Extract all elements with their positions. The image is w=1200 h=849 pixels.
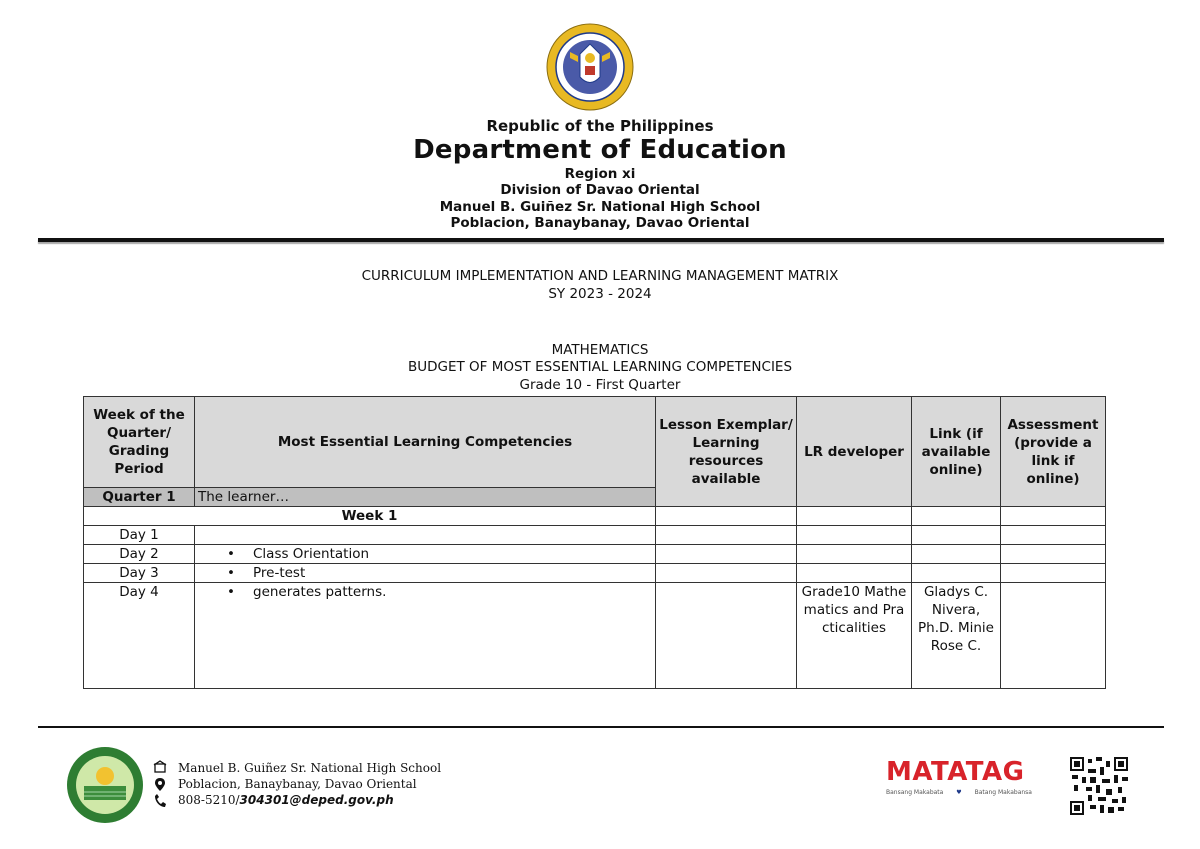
lr-developer-cell: Grade10 Mathematics and Practicalities bbox=[797, 583, 912, 689]
school-building-icon bbox=[154, 761, 166, 772]
budget-title: BUDGET OF MOST ESSENTIAL LEARNING COMPETENCIES bbox=[407, 359, 793, 375]
lesson-cell bbox=[656, 583, 797, 689]
footer-email: 304301@deped.gov.ph bbox=[239, 793, 394, 807]
day-cell: Day 4 bbox=[84, 583, 195, 689]
melc-matrix-table bbox=[83, 396, 1106, 689]
learner-label: The learner… bbox=[195, 488, 656, 507]
address-line: Poblacion, Banaybanay, Davao Oriental bbox=[450, 215, 750, 231]
grade-title: Grade 10 - First Quarter bbox=[519, 377, 681, 393]
header-link: Link (if available online) bbox=[912, 397, 1001, 507]
matatag-logo bbox=[886, 757, 1036, 796]
competency-cell bbox=[195, 526, 656, 545]
day-cell: Day 1 bbox=[84, 526, 195, 545]
table-row bbox=[84, 545, 1106, 564]
document-title: CURRICULUM IMPLEMENTATION AND LEARNING MANAGEMENT MATRIX bbox=[361, 268, 839, 284]
tagline-right: Batang Makabansa bbox=[974, 789, 1032, 796]
footer-contact bbox=[178, 760, 441, 808]
school-logo bbox=[66, 746, 144, 824]
header-week: Week of the Quarter/ Grading Period bbox=[84, 397, 195, 488]
day-cell: Day 2 bbox=[84, 545, 195, 564]
bullet-icon: • bbox=[227, 565, 235, 581]
footer-contact-line bbox=[178, 792, 441, 808]
matatag-tagline bbox=[886, 789, 1032, 796]
subject-title: MATHEMATICS bbox=[551, 342, 649, 358]
footer-icons bbox=[152, 760, 168, 808]
region-line: Region xi bbox=[564, 166, 636, 182]
competency-cell bbox=[195, 583, 656, 689]
deped-seal bbox=[545, 22, 635, 112]
competency-text: Pre-test bbox=[253, 565, 306, 581]
heart-icon: ♥ bbox=[956, 789, 962, 796]
link-cell: Gladys C. Nivera, Ph.D. Minie Rose C. bbox=[912, 583, 1001, 689]
header-divider bbox=[38, 238, 1164, 242]
footer-phone: 808-5210/ bbox=[178, 793, 240, 807]
footer-divider bbox=[38, 726, 1164, 728]
table-row bbox=[84, 526, 1106, 545]
quarter-label: Quarter 1 bbox=[84, 488, 195, 507]
school-line: Manuel B. Guiñez Sr. National High School bbox=[439, 199, 761, 215]
department-heading: Department of Education bbox=[413, 135, 787, 165]
tagline-left: Bansang Makabata bbox=[886, 789, 944, 796]
header-lesson: Lesson Exemplar/ Learning resources available bbox=[656, 397, 797, 507]
assessment-cell bbox=[1001, 583, 1106, 689]
table-row bbox=[84, 564, 1106, 583]
division-line: Division of Davao Oriental bbox=[500, 182, 700, 198]
competency-text: generates patterns. bbox=[253, 584, 387, 600]
competency-text: Class Orientation bbox=[253, 546, 370, 562]
school-year: SY 2023 - 2024 bbox=[548, 286, 652, 302]
header-lr-developer: LR developer bbox=[797, 397, 912, 507]
competency-cell bbox=[195, 545, 656, 564]
qr-code-icon bbox=[1070, 757, 1128, 815]
bullet-icon: • bbox=[227, 584, 235, 600]
header-melc: Most Essential Learning Competencies bbox=[195, 397, 656, 488]
bullet-icon: • bbox=[227, 546, 235, 562]
location-pin-icon bbox=[155, 778, 165, 791]
phone-icon bbox=[155, 794, 166, 807]
day-cell: Day 3 bbox=[84, 564, 195, 583]
competency-cell bbox=[195, 564, 656, 583]
matatag-wordmark: MATATAG bbox=[886, 757, 1025, 787]
week-label: Week 1 bbox=[84, 507, 656, 526]
footer-address: Poblacion, Banaybanay, Davao Oriental bbox=[178, 777, 417, 791]
footer-school: Manuel B. Guiñez Sr. National High School bbox=[178, 761, 442, 775]
republic-heading: Republic of the Philippines bbox=[486, 117, 714, 135]
table-row bbox=[84, 583, 1106, 689]
header-assessment: Assessment (provide a link if online) bbox=[1001, 397, 1106, 507]
